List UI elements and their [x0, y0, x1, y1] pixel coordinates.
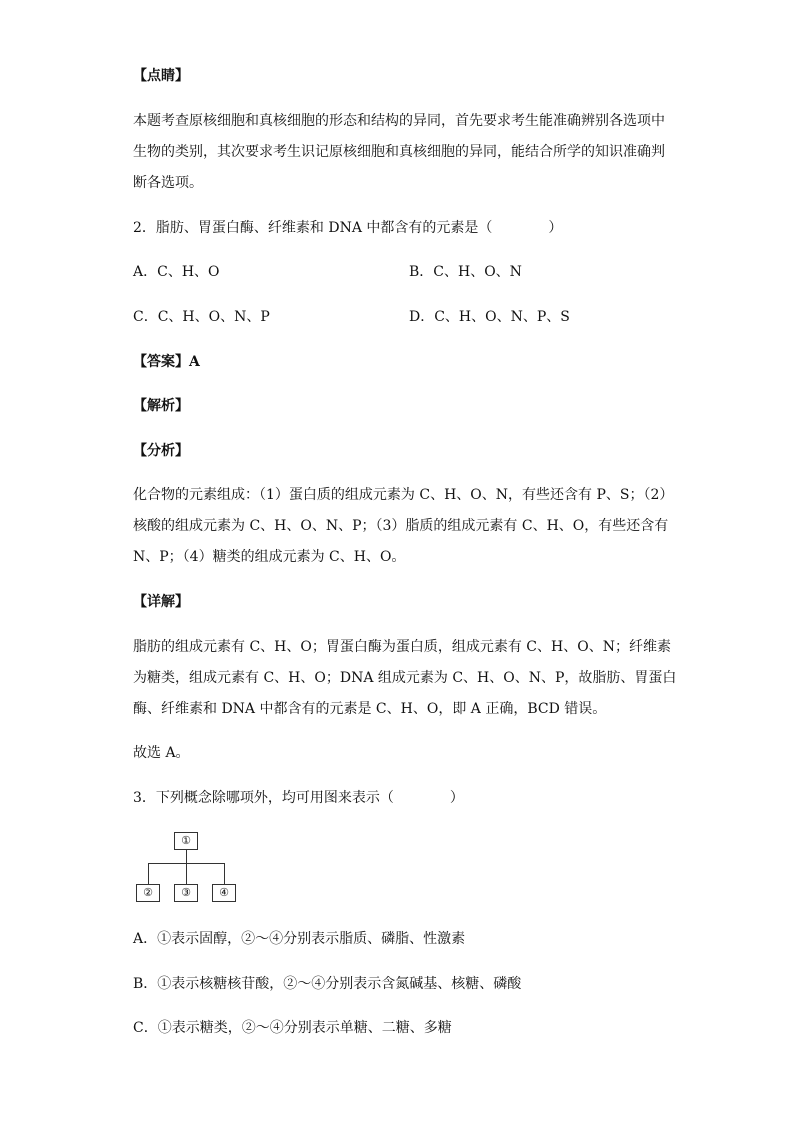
question-2-option-b: B．C、H、O、N — [409, 264, 522, 280]
concept-tree-diagram — [133, 830, 243, 906]
question-2-option-d: D．C、H、O、N、P、S — [409, 309, 570, 325]
dianjing-line-3: 断各选项。 — [133, 175, 203, 191]
diagram-connector-stem — [186, 850, 187, 863]
question-2-conclusion: 故选 A。 — [133, 745, 190, 761]
diagram-node-top: ① — [174, 832, 198, 850]
dianjing-line-1: 本题考查原核细胞和真核细胞的形态和结构的异同，首先要求考生能准确辨别各选项中 — [133, 113, 665, 129]
question-2-fenxi-line-3: N、P；（4）糖类的组成元素为 C、H、O。 — [133, 549, 406, 565]
question-2-xiangjie-line-2: 为糖类，组成元素有 C、H、O；DNA 组成元素为 C、H、O、N、P，故脂肪、胃蛋白 — [133, 670, 677, 686]
diagram-node-child-3: ④ — [212, 884, 236, 902]
question-2-jiexi-heading: 【解析】 — [133, 398, 189, 414]
diagram-node-child-2: ③ — [174, 884, 198, 902]
question-2-fenxi-line-1: 化合物的元素组成：（1）蛋白质的组成元素为 C、H、O、N，有些还含有 P、S；（2） — [133, 487, 674, 503]
diagram-node-child-1: ② — [136, 884, 160, 902]
question-2-xiangjie-line-3: 酶、纤维素和 DNA 中都含有的元素是 C、H、O，即 A 正确，BCD 错误。 — [133, 701, 607, 717]
question-2-fenxi-heading: 【分析】 — [133, 443, 189, 459]
question-2-option-a: A．C、H、O — [133, 264, 220, 280]
diagram-connector-left — [148, 863, 149, 884]
dianjing-line-2: 生物的类别，其次要求考生识记原核细胞和真核细胞的异同，能结合所学的知识准确判 — [133, 144, 665, 160]
question-2-answer: 【答案】A — [133, 354, 200, 370]
question-2-xiangjie-line-1: 脂肪的组成元素有 C、H、O；胃蛋白酶为蛋白质，组成元素有 C、H、O、N；纤维素 — [133, 639, 671, 655]
question-3-option-b: B．①表示核糖核苷酸，②～④分别表示含氮碱基、核糖、磷酸 — [133, 976, 522, 992]
question-2-stem: 2．脂肪、胃蛋白酶、纤维素和 DNA 中都含有的元素是（ ） — [133, 220, 563, 236]
diagram-connector-right — [224, 863, 225, 884]
question-2-xiangjie-heading: 【详解】 — [133, 594, 189, 610]
diagram-connector-middle — [186, 863, 187, 884]
question-2-fenxi-line-2: 核酸的组成元素为 C、H、O、N、P；（3）脂质的组成元素有 C、H、O，有些还含有 — [133, 518, 669, 534]
dianjing-heading: 【点睛】 — [133, 68, 189, 84]
question-3-stem: 3．下列概念除哪项外，均可用图来表示（ ） — [133, 790, 464, 806]
question-3-option-a: A．①表示固醇，②～④分别表示脂质、磷脂、性激素 — [133, 931, 466, 947]
question-2-option-c: C．C、H、O、N、P — [133, 309, 270, 325]
question-3-option-c: C．①表示糖类，②～④分别表示单糖、二糖、多糖 — [133, 1020, 452, 1036]
